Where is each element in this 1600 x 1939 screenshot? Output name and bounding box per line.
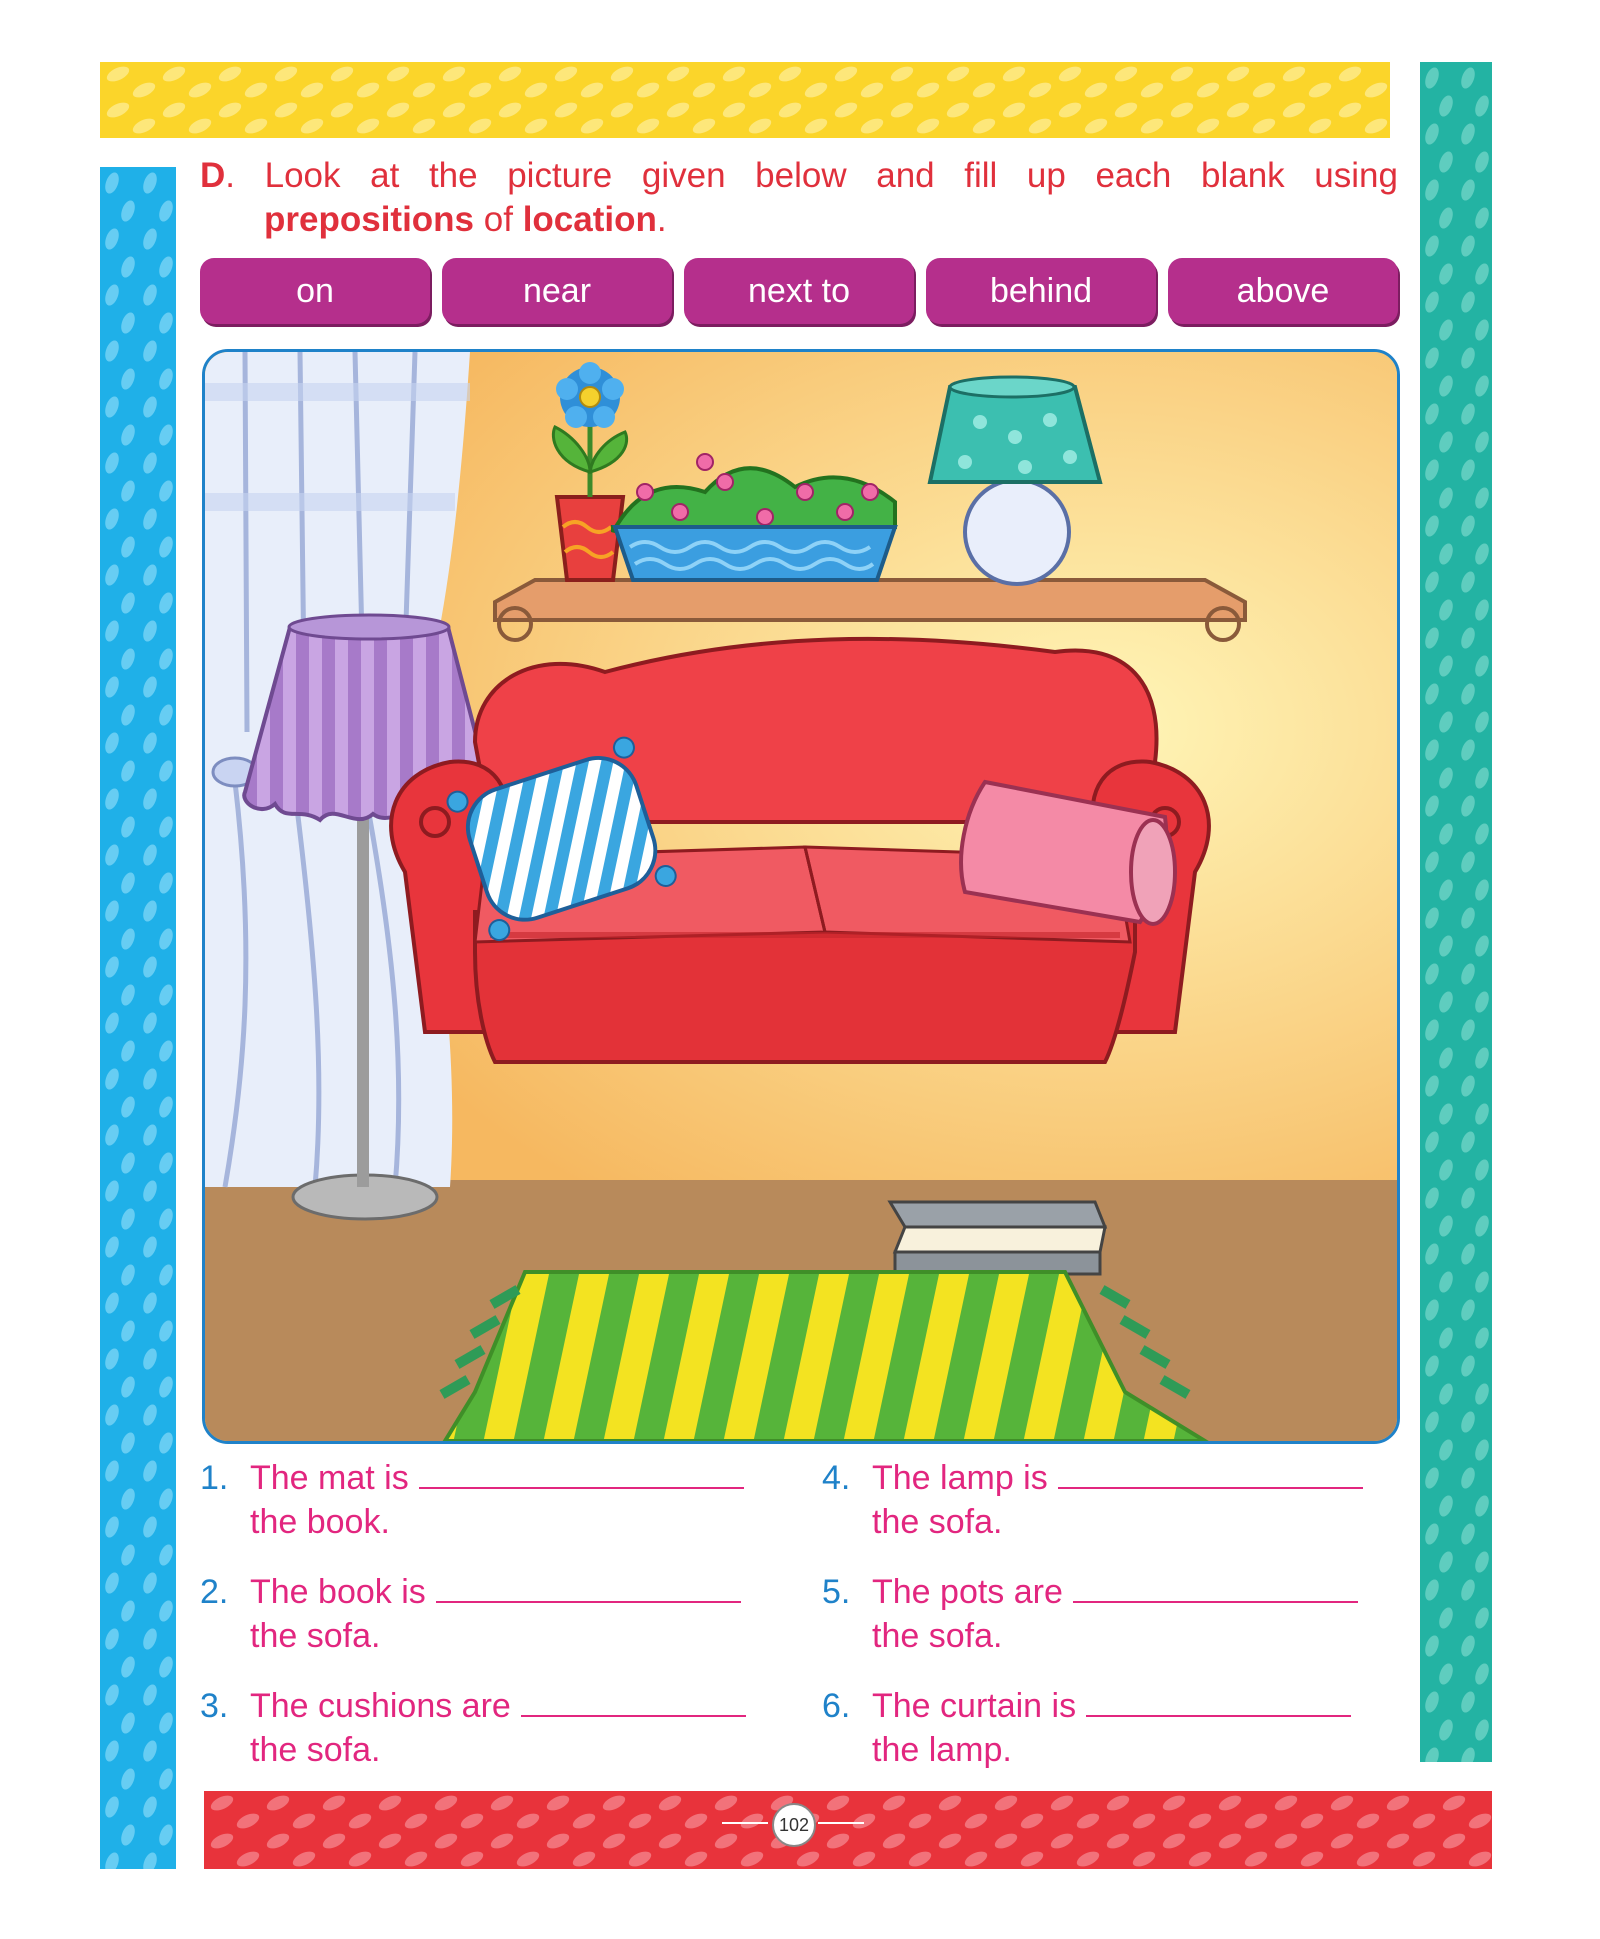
answer-blank-5[interactable] <box>1073 1571 1358 1603</box>
answer-blank-3[interactable] <box>521 1685 746 1717</box>
question-text: The lamp is <box>872 1459 1048 1497</box>
answer-blank-6[interactable] <box>1086 1685 1351 1717</box>
exercise-instruction <box>200 154 1398 242</box>
instruction-word: blank <box>1200 156 1285 195</box>
instruction-word: each <box>1095 156 1172 195</box>
question-3 <box>200 1684 800 1772</box>
instruction-word: and <box>876 156 935 195</box>
page-number: 102 <box>772 1803 816 1847</box>
question-1 <box>200 1456 800 1544</box>
instruction-word: the <box>428 156 478 195</box>
page-number-rule-left <box>722 1822 768 1824</box>
instruction-word: up <box>1026 156 1066 195</box>
book <box>890 1202 1105 1274</box>
exercise-letter: D. <box>200 156 236 195</box>
question-text-continued: the book. <box>250 1503 390 1541</box>
bottom-red-band <box>204 1791 1492 1869</box>
word-chip-next-to: next to <box>684 258 914 324</box>
questions-left-column <box>200 1456 800 1798</box>
instruction-word: Look <box>264 156 341 195</box>
question-text-continued: the sofa. <box>250 1617 381 1655</box>
instruction-line-2 <box>200 198 1398 242</box>
page-number-rule-right <box>818 1822 864 1824</box>
instruction-word: given <box>641 156 726 195</box>
question-text-continued: the lamp. <box>872 1731 1012 1769</box>
question-number: 5. <box>822 1573 851 1611</box>
instruction-word: picture <box>507 156 613 195</box>
question-number: 2. <box>200 1573 229 1611</box>
left-blue-band <box>100 167 176 1869</box>
question-text: The mat is <box>250 1459 409 1497</box>
question-text-continued: the sofa. <box>250 1731 381 1769</box>
word-chip-behind: behind <box>926 258 1156 324</box>
instruction-bold-prepositions: prepositions <box>264 200 475 239</box>
question-6 <box>822 1684 1422 1772</box>
question-text: The curtain is <box>872 1687 1077 1725</box>
question-2 <box>200 1570 800 1658</box>
instruction-line-1 <box>200 154 1398 198</box>
right-teal-band <box>1420 62 1492 1762</box>
question-text-continued: the sofa. <box>872 1503 1003 1541</box>
top-yellow-band <box>100 62 1390 138</box>
question-text: The pots are <box>872 1573 1063 1611</box>
word-chip-above: above <box>1168 258 1398 324</box>
instruction-bold-location: location <box>522 200 657 239</box>
word-chip-on: on <box>200 258 430 324</box>
instruction-word: at <box>370 156 400 195</box>
questions-right-column <box>822 1456 1422 1798</box>
answer-blank-1[interactable] <box>419 1457 744 1489</box>
word-chip-near: near <box>442 258 672 324</box>
word-bank <box>200 258 1398 324</box>
instruction-word: below <box>755 156 847 195</box>
answer-blank-2[interactable] <box>436 1571 741 1603</box>
instruction-word: using <box>1314 156 1398 195</box>
question-text: The book is <box>250 1573 426 1611</box>
instruction-of: of <box>483 200 513 239</box>
living-room-illustration <box>202 349 1400 1444</box>
question-4 <box>822 1456 1422 1544</box>
question-number: 1. <box>200 1459 229 1497</box>
question-number: 4. <box>822 1459 851 1497</box>
question-text: The cushions are <box>250 1687 511 1725</box>
question-5 <box>822 1570 1422 1658</box>
answer-blank-4[interactable] <box>1058 1457 1363 1489</box>
question-number: 6. <box>822 1687 851 1725</box>
instruction-word: fill <box>964 156 998 195</box>
instruction-period: . <box>656 200 667 239</box>
question-text-continued: the sofa. <box>872 1617 1003 1655</box>
question-number: 3. <box>200 1687 229 1725</box>
